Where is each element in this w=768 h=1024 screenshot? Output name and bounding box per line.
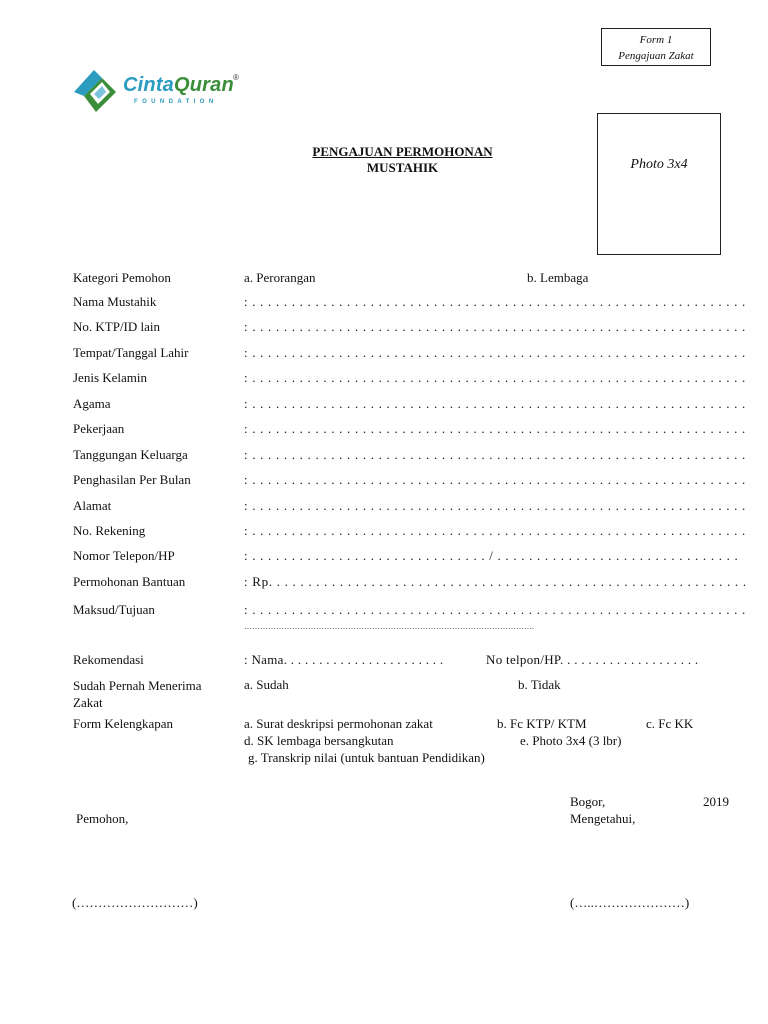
- pemohon-signature-field[interactable]: (………………………): [72, 895, 198, 910]
- brand-tagline: FOUNDATION: [134, 99, 218, 105]
- jenis-kelamin-field[interactable]: : . . . . . . . . . . . . . . . . . . . . . . . . . . . . . . . . . . . . . . . . . . . . . . . . . . . . . . . . . . . . . . .: [244, 370, 747, 385]
- signature-city: Bogor,: [570, 794, 606, 809]
- field-label: Maksud/Tujuan: [73, 602, 155, 617]
- kelengkapan-item-c: c. Fc KK: [646, 716, 694, 731]
- field-label: Nama Mustahik: [73, 294, 157, 309]
- mengetahui-label: Mengetahui,: [570, 811, 636, 826]
- kelengkapan-item-a: a. Surat deskripsi permohonan zakat: [244, 716, 433, 731]
- signature-year: 2019: [703, 794, 729, 809]
- field-label: Agama: [73, 396, 111, 411]
- field-label: Tempat/Tanggal Lahir: [73, 345, 189, 360]
- mengetahui-signature-field[interactable]: (…..…………………): [570, 895, 690, 910]
- field-label: Jenis Kelamin: [73, 370, 148, 385]
- kelengkapan-item-d: d. SK lembaga bersangkutan: [244, 733, 394, 748]
- penghasilan-field[interactable]: : . . . . . . . . . . . . . . . . . . . . . . . . . . . . . . . . . . . . . . . . . . . . . . . . . . . . . . . . . . . . . . .: [244, 472, 747, 487]
- sudah-pernah-label: [73, 677, 202, 711]
- brand-main: Cinta: [123, 74, 174, 96]
- rekomendasi-telp-field[interactable]: No telpon/HP. . . . . . . . . . . . . . . . . . . .: [486, 652, 699, 667]
- title-line-1: PENGAJUAN PERMOHONAN: [312, 144, 493, 159]
- kelengkapan-label: Form Kelengkapan: [73, 716, 174, 731]
- alamat-field[interactable]: : . . . . . . . . . . . . . . . . . . . . . . . . . . . . . . . . . . . . . . . . . . . . . . . . . . . . . . . . . . . . . . .: [244, 498, 747, 513]
- registered-mark: ®: [233, 73, 239, 82]
- brand-accent: Quran: [174, 74, 234, 96]
- rekening-field[interactable]: : . . . . . . . . . . . . . . . . . . . . . . . . . . . . . . . . . . . . . . . . . . . . . . . . . . . . . . . . . . . . . . .: [244, 523, 747, 538]
- permohonan-bantuan-field[interactable]: : Rp. . . . . . . . . . . . . . . . . . . . . . . . . . . . . . . . . . . . . . . . . . . . . . . . . . . . . . . . . . . . .: [244, 574, 747, 589]
- agama-field[interactable]: : . . . . . . . . . . . . . . . . . . . . . . . . . . . . . . . . . . . . . . . . . . . . . . . . . . . . . . . . . . . . . . .: [244, 396, 747, 411]
- telepon-field[interactable]: : . . . . . . . . . . . . . . . . . . . . . . . . . . . . . . / . . . . . . . . . . . . . . . . . . . . . . . . . . . . . . .: [244, 548, 739, 563]
- kelengkapan-item-g: g. Transkrip nilai (untuk bantuan Pendidikan): [248, 750, 485, 765]
- field-label: No. Rekening: [73, 523, 146, 538]
- photo-label: Photo 3x4: [630, 157, 688, 172]
- sudah-pernah-label-line2: Zakat: [73, 695, 103, 710]
- field-label: No. KTP/ID lain: [73, 319, 161, 334]
- pemohon-label: Pemohon,: [76, 811, 129, 826]
- field-label: Tanggungan Keluarga: [73, 447, 188, 462]
- rekomendasi-label: Rekomendasi: [73, 652, 144, 667]
- photo-placeholder: [597, 113, 721, 255]
- form-number: Form 1: [639, 34, 673, 46]
- ktp-field[interactable]: : . . . . . . . . . . . . . . . . . . . . . . . . . . . . . . . . . . . . . . . . . . . . . . . . . . . . . . . . . . . . . . .: [244, 319, 747, 334]
- tanggungan-keluarga-field[interactable]: : . . . . . . . . . . . . . . . . . . . . . . . . . . . . . . . . . . . . . . . . . . . . . . . . . . . . . . . . . . . . . . .: [244, 447, 747, 462]
- nama-mustahik-field[interactable]: : . . . . . . . . . . . . . . . . . . . . . . . . . . . . . . . . . . . . . . . . . . . . . . . . . . . . . . . . . . . . . . .: [244, 294, 747, 309]
- sudah-pernah-label-line1: Sudah Pernah Menerima: [73, 678, 202, 693]
- field-label: Nomor Telepon/HP: [73, 548, 175, 563]
- field-label: Penghasilan Per Bulan: [73, 472, 191, 487]
- rekomendasi-nama-field[interactable]: : Nama. . . . . . . . . . . . . . . . . . . . . . .: [244, 652, 444, 667]
- field-label: Pekerjaan: [73, 421, 125, 436]
- kelengkapan-item-b: b. Fc KTP/ KTM: [497, 716, 587, 731]
- document-title: [290, 144, 515, 176]
- field-label: Permohonan Bantuan: [73, 574, 186, 589]
- kategori-option-a[interactable]: a. Perorangan: [244, 270, 316, 285]
- tempat-tanggal-lahir-field[interactable]: : . . . . . . . . . . . . . . . . . . . . . . . . . . . . . . . . . . . . . . . . . . . . . . . . . . . . . . . . . . . . . . .: [244, 345, 747, 360]
- kelengkapan-item-e: e. Photo 3x4 (3 lbr): [520, 733, 622, 748]
- title-line-2: MUSTAHIK: [366, 160, 439, 175]
- tidak-option[interactable]: b. Tidak: [518, 677, 561, 692]
- maksud-tujuan-line-2[interactable]: ……………………………………………………………………………………………….: [244, 622, 534, 631]
- form-subtitle: Pengajuan Zakat: [618, 50, 694, 62]
- pekerjaan-field[interactable]: : . . . . . . . . . . . . . . . . . . . . . . . . . . . . . . . . . . . . . . . . . . . . . . . . . . . . . . . . . . . . . . .: [244, 421, 747, 436]
- brand-name: [123, 74, 234, 97]
- sudah-option[interactable]: a. Sudah: [244, 677, 289, 692]
- form-number-box: [601, 28, 711, 66]
- maksud-tujuan-field[interactable]: : . . . . . . . . . . . . . . . . . . . . . . . . . . . . . . . . . . . . . . . . . . . . . . . . . . . . . . . . . . . . . . .: [244, 602, 747, 617]
- kategori-label: Kategori Pemohon: [73, 270, 171, 285]
- kategori-option-b[interactable]: b. Lembaga: [527, 270, 589, 285]
- field-label: Alamat: [73, 498, 112, 513]
